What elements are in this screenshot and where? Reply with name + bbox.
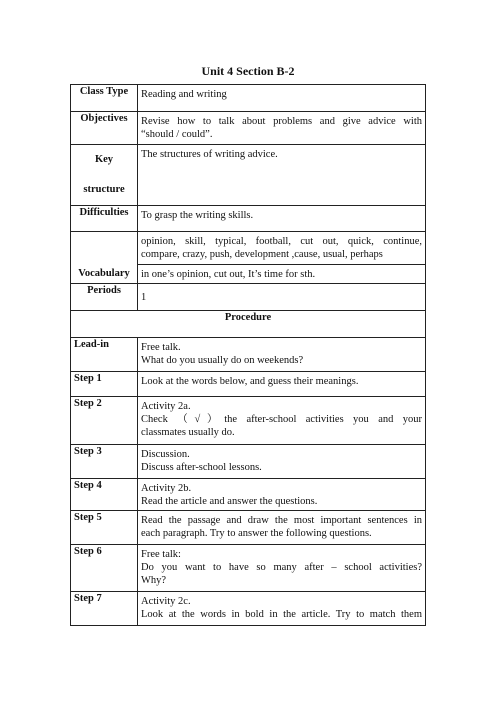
step-label-3: Step 3 — [71, 445, 138, 479]
value-vocabulary-words — [138, 232, 426, 265]
label-difficulties: Difficulties — [71, 206, 138, 232]
step-line: Why? — [141, 575, 167, 586]
row-step-4 — [71, 479, 426, 511]
step-label-7: Step 7 — [71, 592, 138, 626]
step-label-5: Step 5 — [71, 511, 138, 545]
step-line: Check （√）the after-school activities you and your — [141, 414, 422, 425]
row-vocabulary-words — [71, 232, 426, 265]
step-line: Look at the words below, and guess their meanings. — [141, 376, 359, 387]
row-step-6 — [71, 545, 426, 592]
key-structure-label-1: Key — [94, 154, 114, 165]
key-structure-label-2: structure — [83, 184, 125, 195]
step-content-1 — [138, 372, 426, 397]
row-step-lead-in — [71, 338, 426, 372]
value-objectives — [138, 112, 426, 145]
row-step-3 — [71, 445, 426, 479]
step-content-5 — [138, 511, 426, 545]
value-difficulties: To grasp the writing skills. — [138, 206, 426, 232]
step-line: Read the passage and draw the most important sentences in — [141, 515, 422, 526]
label-vocabulary: Vocabulary — [71, 232, 138, 284]
step-label-1: Step 1 — [71, 372, 138, 397]
step-line: Discussion. — [141, 449, 190, 460]
step-line: Activity 2a. — [141, 401, 191, 412]
row-key-structure — [71, 145, 426, 206]
step-label-4: Step 4 — [71, 479, 138, 511]
value-vocabulary-phrases: in one’s opinion, cut out, It’s time for sth. — [138, 265, 426, 284]
objectives-line-1: Revise how to talk about problems and give advice with — [141, 116, 422, 127]
step-label-lead-in: Lead-in — [71, 338, 138, 372]
step-line: What do you usually do on weekends? — [141, 355, 304, 366]
row-step-2 — [71, 397, 426, 445]
step-line: Activity 2c. — [141, 596, 191, 607]
vocabulary-words-line-1: opinion, skill, typical, football, cut out, quick, continue, — [141, 236, 422, 247]
row-step-7 — [71, 592, 426, 626]
step-line: Free talk: — [141, 549, 181, 560]
step-line: Do you want to have so many after – school activities? — [141, 562, 422, 573]
step-content-7 — [138, 592, 426, 626]
value-class-type: Reading and writing — [138, 85, 426, 112]
step-line: Free talk. — [141, 342, 181, 353]
vocabulary-words-line-2: compare, crazy, push, development ,cause, usual, perhaps — [141, 249, 383, 260]
step-content-lead-in — [138, 338, 426, 372]
step-line: Discuss after-school lessons. — [141, 462, 262, 473]
step-label-6: Step 6 — [71, 545, 138, 592]
step-line: classmates usually do. — [141, 427, 235, 438]
step-content-2 — [138, 397, 426, 445]
lesson-plan-table — [70, 84, 426, 626]
row-step-1 — [71, 372, 426, 397]
objectives-line-2: “should / could”. — [141, 129, 213, 140]
step-line: Read the article and answer the questions. — [141, 496, 318, 507]
row-procedure-header — [71, 311, 426, 338]
label-key-structure — [71, 145, 138, 206]
step-content-6 — [138, 545, 426, 592]
step-label-2: Step 2 — [71, 397, 138, 445]
step-content-4 — [138, 479, 426, 511]
step-line: each paragraph. Try to answer the following questions. — [141, 528, 372, 539]
value-key-structure: The structures of writing advice. — [138, 145, 426, 206]
document-title: Unit 4 Section B-2 — [201, 64, 295, 78]
step-line: Look at the words in bold in the article. Try to match them — [141, 609, 422, 620]
row-objectives — [71, 112, 426, 145]
row-class-type — [71, 85, 426, 112]
label-periods: Periods — [71, 284, 138, 311]
row-periods — [71, 284, 426, 311]
row-step-5 — [71, 511, 426, 545]
row-difficulties — [71, 206, 426, 232]
procedure-header: Procedure — [71, 311, 426, 338]
label-class-type: Class Type — [71, 85, 138, 112]
value-periods: 1 — [138, 284, 426, 311]
step-line: Activity 2b. — [141, 483, 192, 494]
step-content-3 — [138, 445, 426, 479]
label-objectives: Objectives — [71, 112, 138, 145]
